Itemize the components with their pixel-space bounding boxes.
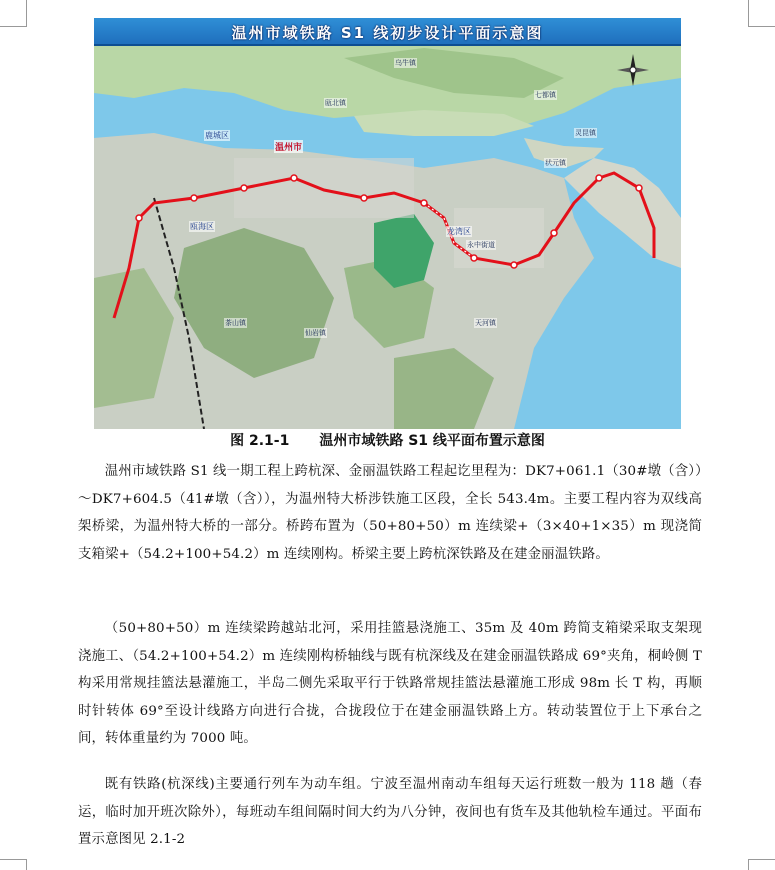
map-title-bar <box>94 18 681 46</box>
map-label-place: 七都镇 <box>535 91 556 99</box>
map-label-place: 永中街道 <box>467 241 495 249</box>
crop-mark-bottom-right <box>748 859 775 870</box>
map-graphic <box>94 18 681 429</box>
map-label-district-longwan: 龙湾区 <box>447 227 471 236</box>
body-paragraph-3: 既有铁路(杭深线)主要通行列车为动车组。宁波至温州南动车组每天运行班数一般为 118 趟（春运，临时加开班次除外），每班动车组间隔时间大约为八分钟，夜间也有货车及其他轨检车通过。平面布置示意图见 2.1-2 <box>78 777 702 847</box>
map-label-place: 茶山镇 <box>225 319 246 327</box>
map-label-place: 天河镇 <box>475 319 496 327</box>
map-label-place: 状元镇 <box>545 159 566 167</box>
figure-title: 温州市域铁路 S1 线平面布置示意图 <box>319 433 545 449</box>
figure-caption <box>0 430 775 450</box>
map-label-place: 仙岩镇 <box>305 329 326 337</box>
map-label-place: 灵昆镇 <box>575 129 596 137</box>
crop-mark-top-left <box>0 0 27 27</box>
map-label-city: 温州市 <box>274 140 303 153</box>
body-paragraph-1: 温州市域铁路 S1 线一期工程上跨杭深、金丽温铁路工程起讫里程为：DK7+061.1（30#墩（含））～DK7+604.5（41#墩（含）），为温州特大桥涉铁施工区段，全长 543.4m。主要工程内容为双线高架桥梁，为温州特大桥的一部分。桥跨布置为（50+80+50）m 连续梁+（3×40+1×35）m 现浇简支箱梁+（54.2+100+54.2）m 连续刚构。桥梁主要上跨杭深铁路及在建金丽温铁路。 <box>78 464 702 562</box>
route-map <box>94 18 681 429</box>
map-label-place: 瓯北镇 <box>325 99 346 107</box>
map-label-district-ouhai: 瓯海区 <box>190 222 214 231</box>
body-paragraph-2: （50+80+50）m 连续梁跨越站北河，采用挂篮悬浇施工、35m 及 40m 跨简支箱梁采取支架现浇施工、（54.2+100+54.2）m 连续刚构桥轴线与既有杭深线及在建金丽温铁路成 69°夹角，桐岭侧 T 构采用常规挂篮法悬灌施工，半岛二侧先采取平行于铁路常规挂篮法悬灌施工形成 98m 长 T 构，再顺时针转体 69°至设计线路方向进行合拢，合拢段位于在建金丽温铁路上方。转动装置位于上下承台之间，转体重量约为 7000 吨。 <box>78 621 702 746</box>
map-title: 温州市域铁路 S1 线初步设计平面示意图 <box>231 24 544 42</box>
crop-mark-top-right <box>748 0 775 27</box>
figure-number: 图 2.1-1 <box>230 433 290 449</box>
map-label-place: 乌牛镇 <box>395 59 416 67</box>
crop-mark-bottom-left <box>0 859 27 870</box>
map-label-district-lucheng: 鹿城区 <box>205 131 229 140</box>
compass-icon <box>615 52 651 88</box>
